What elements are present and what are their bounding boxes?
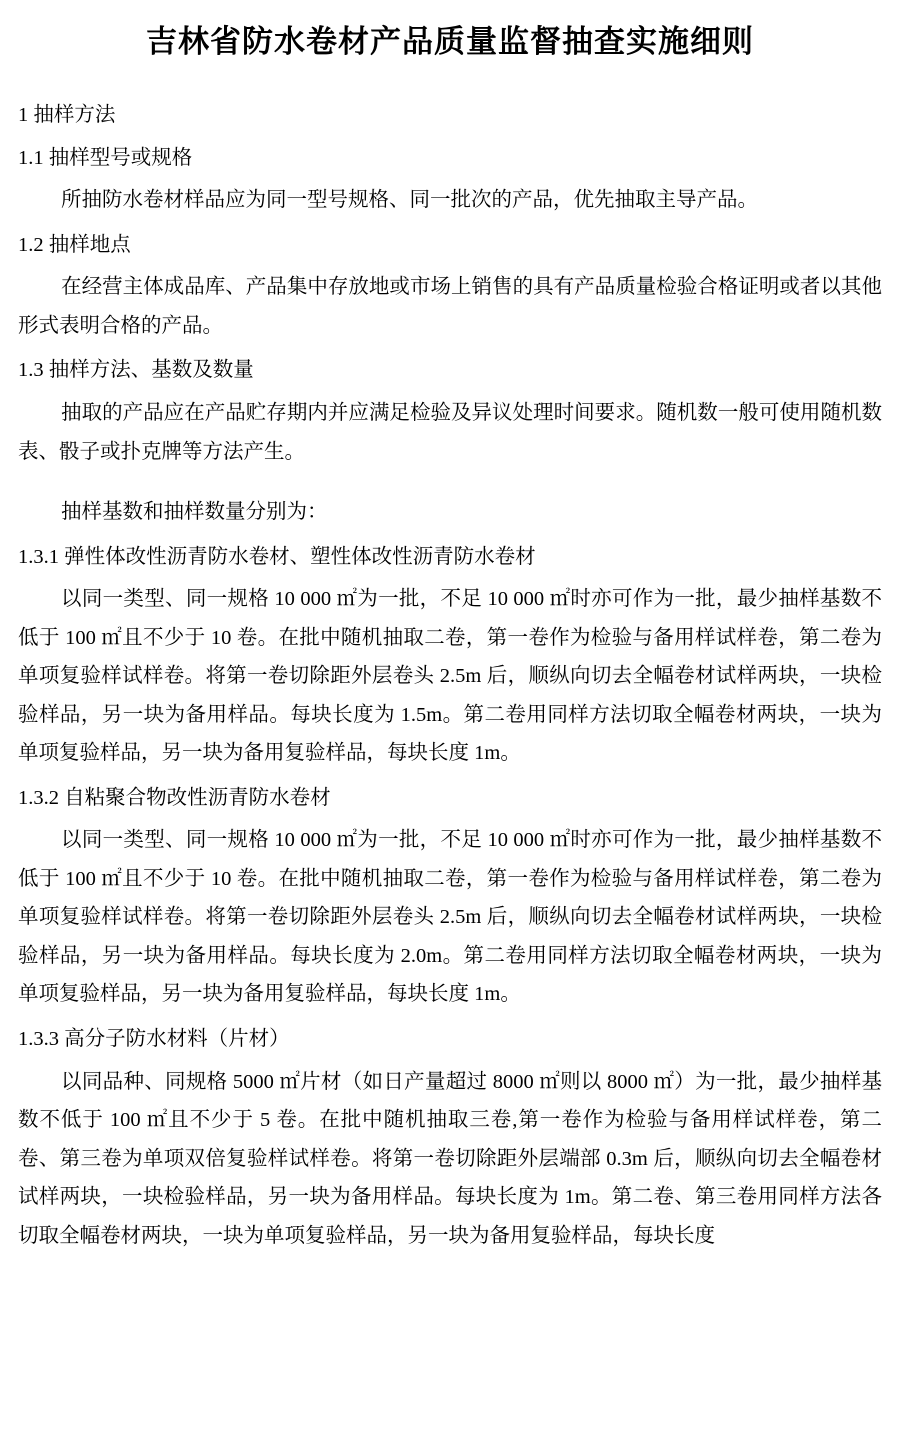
section-1-2-paragraph-1: 在经营主体成品库、产品集中存放地或市场上销售的具有产品质量检验合格证明或者以其他形式表明合格的产品。 (18, 276, 882, 337)
section-1-3-2-paragraph-1: 以同一类型、同一规格 10 000 ㎡为一批，不足 10 000 ㎡时亦可作为一批，最少抽样基数不低于 100 ㎡且不少于 10 卷。在批中随机抽取二卷，第一卷作为检验与备用样试样卷，第二卷为单项复验样试样卷。将第一卷切除距外层卷头 2.5m 后，顺纵向切去全幅卷材试样两块，一块检验样品，另一块为备用样品。每块长度为 2.0m。第二卷用同样方法切取全幅卷材两块，一块为单项复验样品，另一块为备用复验样品，每块长度 1m。 (18, 829, 882, 1006)
section-1-1-paragraph-1: 所抽防水卷材样品应为同一型号规格、同一批次的产品，优先抽取主导产品。 (61, 189, 759, 212)
section-heading-1-3-1: 1.3.1 弹性体改性沥青防水卷材、塑性体改性沥青防水卷材 (18, 545, 536, 568)
document-body (18, 96, 882, 1255)
section-1-3-3-paragraph-1: 以同品种、同规格 5000 ㎡片材（如日产量超过 8000 ㎡则以 8000 ㎡）为一批，最少抽样基数不低于 100 ㎡且不少于 5 卷。在批中随机抽取三卷,第一卷作为检验与备用样试样卷，第二卷、第三卷为单项双倍复验样试样卷。将第一卷切除距外层端部 0.3m 后，顺纵向切去全幅卷材试样两块，一块检验样品，另一块为备用样品。每块长度为 1m。第二卷、第三卷用同样方法各切取全幅卷材两块，一块为单项复验样品，另一块为备用复验样品，每块长度 (18, 1070, 882, 1247)
section-1-3-paragraph-1: 抽取的产品应在产品贮存期内并应满足检验及异议处理时间要求。随机数一般可使用随机数表、骰子或扑克牌等方法产生。 (18, 402, 882, 463)
section-heading-1-1: 1.1 抽样型号或规格 (18, 146, 193, 169)
section-heading-1: 1 抽样方法 (18, 104, 116, 127)
section-heading-1-2: 1.2 抽样地点 (18, 233, 131, 256)
section-1-3-paragraph-2: 抽样基数和抽样数量分别为： (61, 501, 328, 524)
section-heading-1-3-3: 1.3.3 高分子防水材料（片材） (18, 1027, 290, 1050)
section-heading-1-3-2: 1.3.2 自粘聚合物改性沥青防水卷材 (18, 786, 331, 809)
page-title: 吉林省防水卷材产品质量监督抽查实施细则 (146, 24, 754, 59)
section-1-3-1-paragraph-1: 以同一类型、同一规格 10 000 ㎡为一批，不足 10 000 ㎡时亦可作为一批，最少抽样基数不低于 100 ㎡且不少于 10 卷。在批中随机抽取二卷，第一卷作为检验与备用样试样卷，第二卷为单项复验样试样卷。将第一卷切除距外层卷头 2.5m 后，顺纵向切去全幅卷材试样两块，一块检验样品，另一块为备用样品。每块长度为 1.5m。第二卷用同样方法切取全幅卷材两块，一块为单项复验样品，另一块为备用复验样品，每块长度 1m。 (18, 588, 882, 765)
section-heading-1-3: 1.3 抽样方法、基数及数量 (18, 359, 254, 382)
